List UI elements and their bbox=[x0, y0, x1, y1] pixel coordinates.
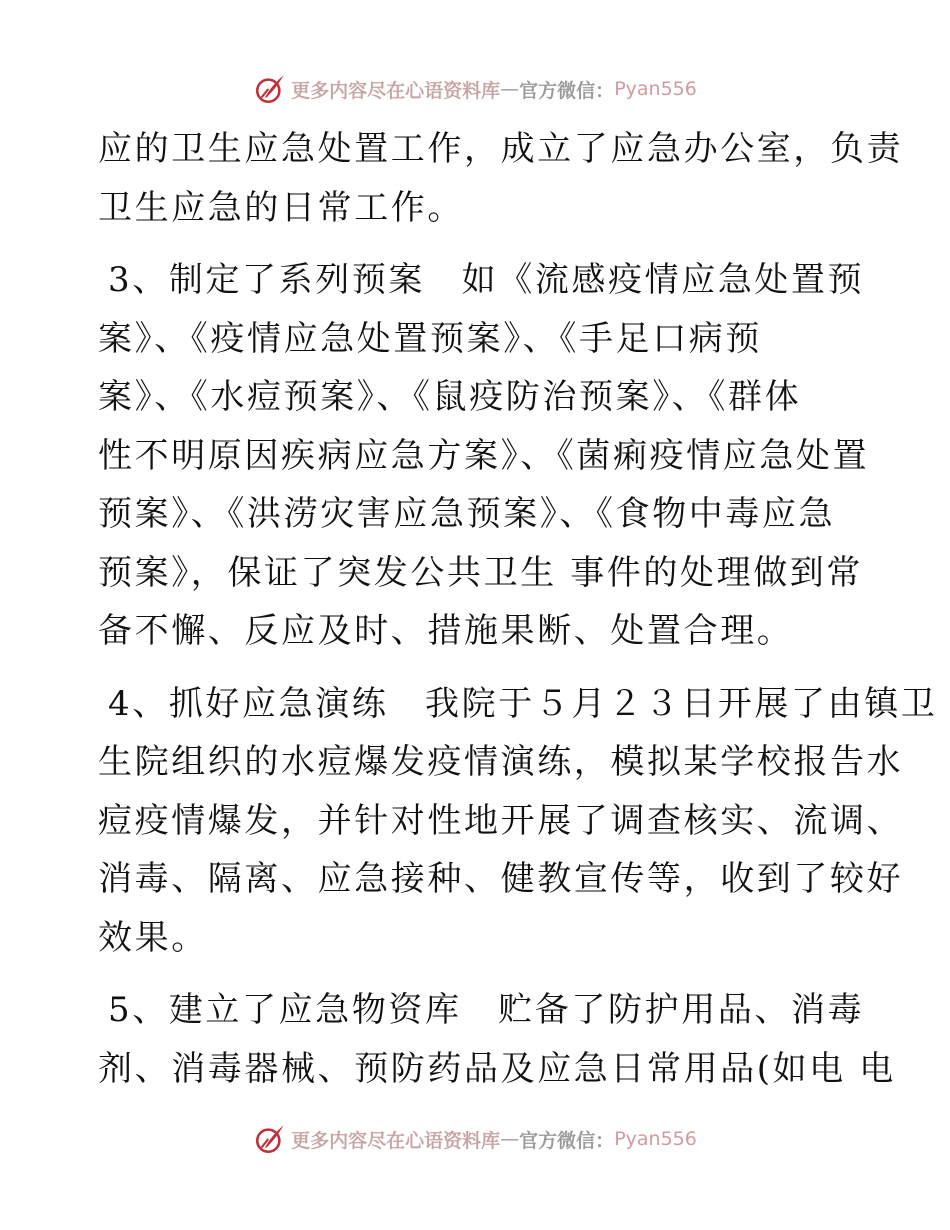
footer-wechat-id: Pyan556 bbox=[614, 1128, 697, 1150]
feather-pen-logo-icon bbox=[253, 72, 287, 106]
header-watermark bbox=[0, 72, 950, 106]
header-wechat-label: 官方微信： bbox=[519, 79, 615, 102]
text-line: 预案》、《洪涝灾害应急预案》、《食物中毒应急 bbox=[98, 494, 836, 534]
text-line: 预案》，保证了突发公共卫生 事件的处理做到常 bbox=[98, 552, 864, 593]
document-body bbox=[98, 120, 938, 1098]
text-line: 备不懈、反应及时、措施果断、处置合理。 bbox=[98, 611, 794, 651]
paragraph-2 bbox=[98, 251, 870, 661]
text-line: 性不明原因疾病应急方案》、《菌痢疫情应急处置 bbox=[98, 435, 870, 476]
footer-site-name: 更多内容尽在心语资料库 bbox=[291, 1129, 501, 1152]
text-line: 生院组织的水痘爆发疫情演练，模拟某学校报告水 bbox=[98, 742, 904, 782]
header-separator: — bbox=[500, 78, 520, 100]
text-line: 案》、《疫情应急处置预案》、《手足口病预 bbox=[98, 318, 762, 359]
footer-wechat-label: 官方微信： bbox=[519, 1129, 615, 1152]
paragraph-1 bbox=[98, 120, 904, 237]
header-wechat-id: Pyan556 bbox=[614, 78, 697, 100]
text-line: 卫生应急的日常工作。 bbox=[98, 187, 464, 228]
text-line: 效果。 bbox=[98, 917, 208, 958]
paragraph-3 bbox=[98, 675, 938, 968]
text-line: 案》、《水痘预案》、《鼠疫防治预案》、《群体 bbox=[98, 377, 802, 417]
text-line: 应的卫生应急处置工作，成立了应急办公室，负责 bbox=[98, 129, 904, 169]
text-line: 4、抓好应急演练 我院于５月２３日开展了由镇卫 bbox=[108, 683, 938, 724]
text-line: 痘疫情爆发，并针对性地开展了调查核实、流调、 bbox=[98, 800, 904, 841]
text-line: 剂、消毒器械、预防药品及应急日常用品(如电 电 bbox=[98, 1048, 896, 1089]
text-line: 3、制定了系列预案 如《流感疫情应急处置预 bbox=[108, 260, 865, 300]
feather-pen-logo-icon bbox=[253, 1122, 287, 1156]
paragraph-4 bbox=[98, 981, 896, 1098]
footer-separator: — bbox=[500, 1128, 520, 1150]
text-line: 消毒、隔离、应急接种、健教宣传等，收到了较好 bbox=[98, 859, 904, 899]
header-site-name: 更多内容尽在心语资料库 bbox=[291, 79, 501, 102]
footer-watermark bbox=[0, 1122, 950, 1156]
text-line: 5、建立了应急物资库 贮备了防护用品、消毒 bbox=[108, 990, 865, 1030]
